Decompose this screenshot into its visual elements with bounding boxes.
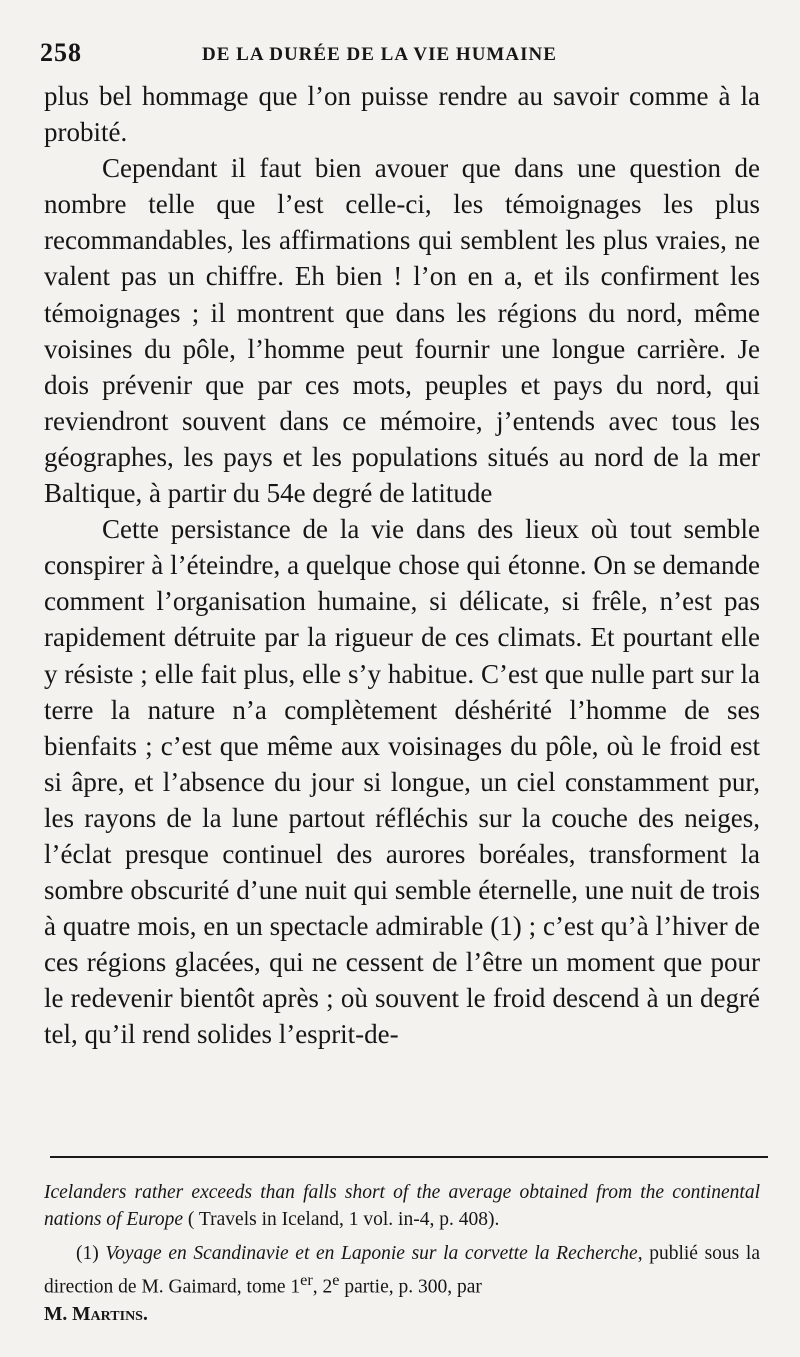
page-header [40, 38, 770, 68]
paragraph-continuation: plus bel hommage que l’on puisse rendre au savoir comme à la probité. [44, 81, 760, 148]
footnote-continuation-source: ( Travels in Iceland, 1 vol. in-4, p. 408). [183, 1209, 500, 1230]
footnote-1-marker: (1) [76, 1243, 106, 1264]
footnote-continuation [44, 1179, 760, 1233]
running-head: DE LA DURÉE DE LA VIE HUMAINE [202, 44, 557, 65]
footnote-continuation-quote: Icelanders rather exceeds than falls short of the average obtained from the continental nations of Europe [44, 1182, 760, 1230]
footnote-rule [50, 1156, 768, 1158]
paragraph-persistance: Cette persistance de la vie dans des lieux où tout semble conspirer à l’éteindre, a quelque chose qui étonne. On se demande comment l’organisation humaine, si délicate, si frêle, n’est pas rapidement détruite par la rigueur de ces climats. Et pourtant elle y résiste ; elle fait plus, elle s’y habitue. C’est que nulle part sur la terre la nature n’a complètement déshérité l’homme de ses bienfaits ; c’est que même aux voisinages du pôle, où le froid est si âpre, et l’absence du jour si longue, un ciel constamment pur, les rayons de la lune partout réfléchis sur la couche des neiges, l’éclat presque continuel des aurores boréales, transforment la sombre obscurité d’une nuit qui semble éternelle, une nuit de trois à quatre mois, en un spectacle admirable (1) ; c’est qu’à l’hiver de ces régions glacées, qui ne cessent de l’être un moment que pour le redevenir bientôt après ; où souvent le froid descend à un degré tel, qu’il rend solides l’esprit-de- [44, 514, 760, 1050]
footnote-1-author: M. Martins. [44, 1303, 148, 1325]
footnote-1-sup-e: e [332, 1271, 340, 1289]
footnote-1-text-a: , publié sous la direction de M. Gaimard, tome 1 [44, 1243, 760, 1298]
body-text [44, 78, 760, 1053]
footnote-1-sup-er: er [300, 1271, 313, 1289]
page-number: 258 [40, 38, 82, 67]
footnote-1-text-c: partie, p. 300, par [339, 1276, 482, 1298]
footnote-1 [44, 1240, 760, 1328]
paragraph-cependant: Cependant il faut bien avouer que dans une question de nombre telle que l’est celle-ci, les témoignages les plus recommandables, les affirmations qui semblent les plus vraies, ne valent pas un chiffre. Eh bien ! l’on en a, et ils confirment les témoignages ; il montrent que dans les régions du nord, même voisines du pôle, l’homme peut fournir une longue carrière. Je dois prévenir que par ces mots, peuples et pays du nord, qui reviendront souvent dans ce mémoire, j’entends avec tous les géographes, les pays et les populations situés au nord de la mer Baltique, à partir du 54e degré de latitude [44, 153, 760, 509]
footnote-1-title: Voyage en Scandinavie et en Laponie sur la corvette la Recherche [105, 1243, 638, 1264]
footnotes [44, 1179, 760, 1328]
footnote-1-text-b: , 2 [312, 1276, 333, 1298]
